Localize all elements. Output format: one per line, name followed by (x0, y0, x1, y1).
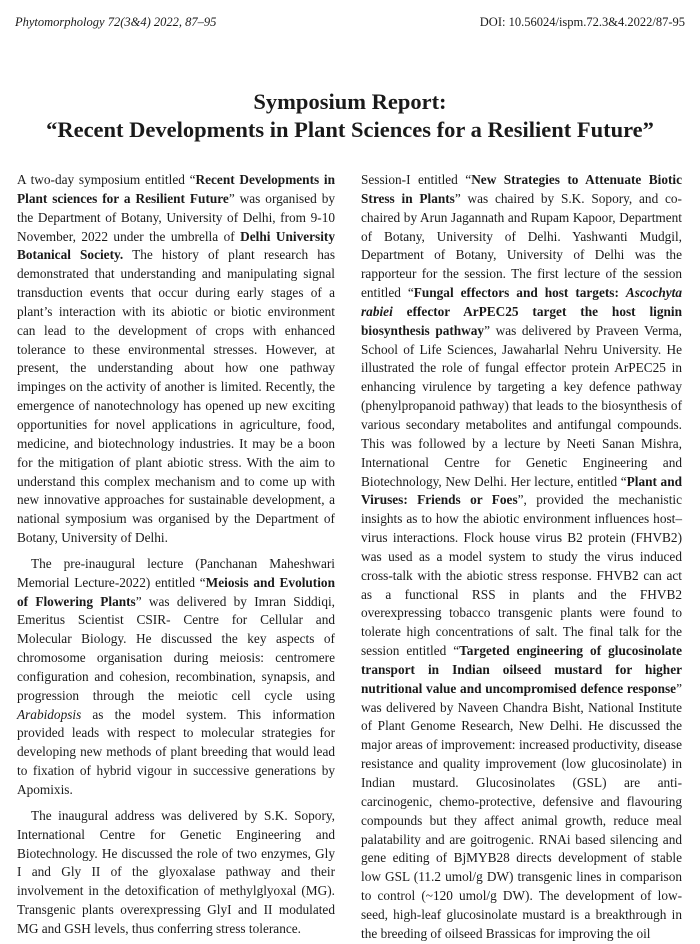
text-run: ” was organised by the Department of Botany, University of Delhi, from 9-10 November, 2022 under the umbrella of (17, 190, 335, 244)
title-line-2: “Recent Developments in Plant Sciences for a Resilient Future” (46, 117, 654, 142)
species-bold-italic: Ascochyta rabiei (361, 285, 682, 319)
running-header (15, 15, 685, 35)
text-run: ” was delivered by Naveen Chandra Bisht, National Institute of Plant Genome Research, New Delhi. He discussed the major areas of improvement: increased productivity, disease resistance and quality improvement (low glucosinolate) in Indian mustard. Glucosinolates (GSL) are anti-carcinogenic, chemo-protective, defensive and flavouring compounds but they affect animal growth, reduce meal palatability and are goitrogenic. RNAi based silencing and gene editing of BjMYB28 directs development of stable low GSL (11.2 umol/g DW) transgenic lines in comparison to control (~120 umol/g DW). The development of low-seed, high-leaf glucosinolate mustard is a breakthrough in the breeding of oilseed Brassicas for improving the oil (361, 680, 682, 941)
society-name-bold: Delhi University Botanical Society. (17, 228, 335, 263)
paragraph-session-1 (361, 171, 682, 944)
text-run: ” was delivered by Imran Siddiqi, Emeritus Scientist CSIR- Centre for Cellular and Molecular Biology. He discussed the key aspects of chromosome organisation during meiosis: centromere configuration and cohesion, recombination, synapsis, and progression through the meiotic cell cycle using (17, 593, 336, 703)
right-column (361, 171, 682, 944)
text-run: ”, provided the mechanistic insights as to how the abiotic environment influences host–virus interactions. Flock house virus B2 protein (FHVB2) was used as a model system to study the virus induced cross-talk with the abiotic stress response. FHVB2 can act as a functional RSS in plants and the FHVB2 overexpressing tobacco transgenic plants were found to tolerate high concentrations of salt. The final talk for the session entitled “ (361, 492, 682, 659)
title-line-1: Symposium Report: (253, 89, 447, 114)
lecture-title-bold: Plant and Viruses: Friends or Foes (361, 473, 682, 508)
journal-citation: Phytomorphology 72(3&4) 2022, 87–95 (15, 15, 217, 29)
article-title (0, 88, 700, 144)
session-title-bold: New Strategies to Attenuate Biotic Stress in Plants (361, 172, 682, 206)
text-run: as the model system. This information provided leads with respect to molecular strategies for developing new methods of plant breeding that would lead to fixation of hybrid vigour in successive generations by Apomixis. (17, 706, 335, 797)
paragraph-inaugural: The inaugural address was delivered by S.K. Sopory, International Centre for Genetic Engineering and Biotechnology. He discussed the role of two enzymes, Gly I and Gly II of the glyoxalase pathway and their involvement in the detoxification of methylglyoxal (MG). Transgenic plants overexpressing GlyI and II modulated MG and GSH levels, thus conferring stress tolerance. (17, 807, 335, 936)
text-run: The pre-inaugural lecture (Panchanan Maheshwari Memorial Lecture-2022) entitled “ (17, 555, 335, 590)
text-run: ” was delivered by Praveen Verma, School of Life Sciences, Jawaharlal Nehru University. He illustrated the role of fungal effector protein ArPEC25 in enhancing virulence by targeting a key defence pathway (phenylpropanoid pathway) that leads to the biosynthesis of various secondary metabolites and antifungal compounds. This was followed by a lecture by Neeti Sanan Mishra, International Centre for Genetic Engineering and Biotechnology, New Delhi. Her lecture, entitled “ (361, 322, 682, 489)
text-run: Session-I entitled “ (361, 172, 472, 187)
lecture-title-bold: Targeted engineering of glucosinolate transport in Indian oilseed mustard for higher nutritional value and uncompromised defence response (361, 643, 682, 696)
symposium-title-bold: Recent Developments in Plant sciences for a Resilient Future (17, 172, 336, 206)
paragraph-pre-inaugural (17, 555, 335, 800)
doi-label: DOI: 10.56024/ispm.72.3&4.2022/87-95 (479, 15, 685, 29)
text-run: The history of plant research has demonstrated that understanding and manipulating signal transduction events that occur during early stages of a plant’s interaction with its abiotic or biotic environment can lead to the development of crops with enhanced tolerance to these environmental stresses. However, at present, the understanding about how one pathway impinges on the activity of another is limited. Recently, the emergence of nanotechnology has opened up new exciting opportunities for novel applications in agriculture, food, medicine, and biotechnology industries. It may be a boon for the mitigation of plant abiotic stress. With the aim to understand this complex mechanism and to come up with new innovative approaches for sustainable development, a national symposium was organised by the Department of Botany, University of Delhi. (17, 247, 335, 546)
text-run: A two-day symposium entitled “ (17, 172, 196, 187)
left-column (17, 171, 335, 939)
species-italic: Arabidopsis (17, 706, 82, 722)
lecture-title-bold: effector ArPEC25 target the host lignin biosynthesis pathway (361, 303, 682, 338)
lecture-title-bold: Meiosis and Evolution of Flowering Plants (17, 574, 335, 609)
lecture-title-bold: Fungal effectors and host targets: (413, 285, 626, 301)
paragraph-intro (17, 171, 335, 548)
text-run: ” was chaired by S.K. Sopory, and co-chaired by Arun Jagannath and Rupam Kapoor, Department of Botany, University of Delhi. Yashwanti Mudgil, Department of Botany, University of Delhi was the rapporteur for the session. The first lecture of the session entitled “ (361, 190, 682, 301)
